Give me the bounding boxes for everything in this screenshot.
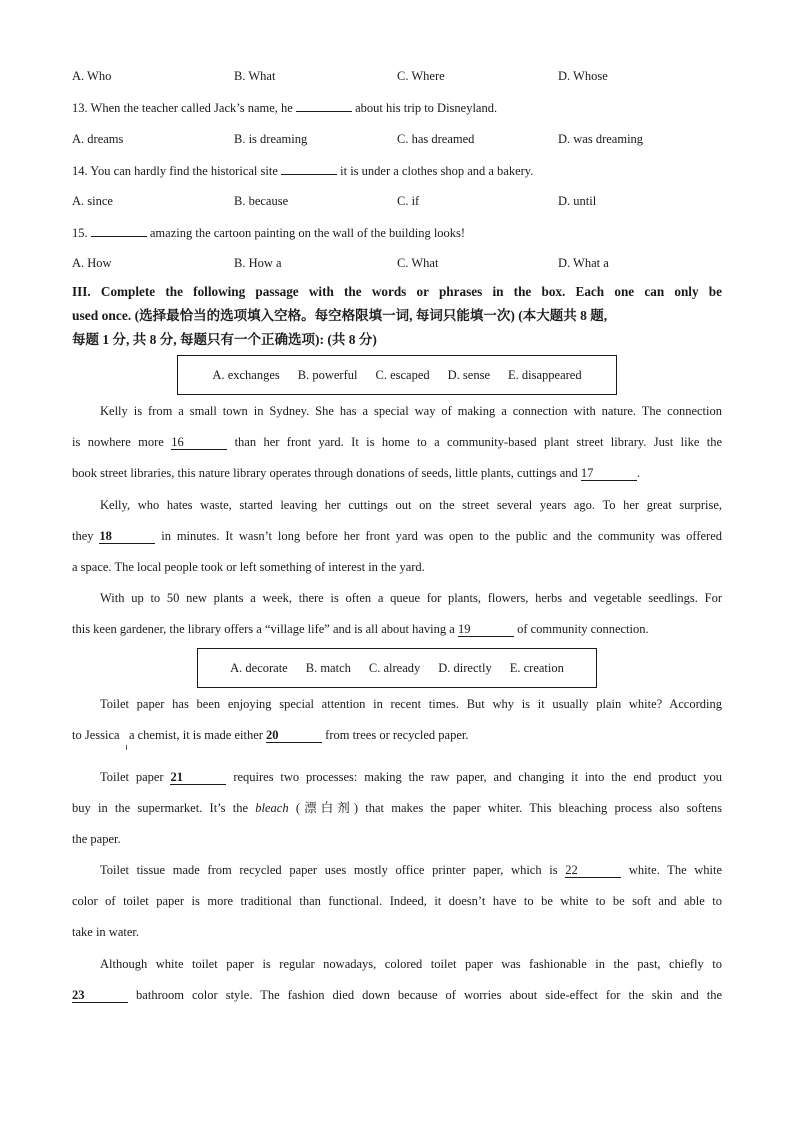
p6-line-3: take in water. <box>72 925 139 939</box>
p2-line-2-start: they <box>72 529 94 543</box>
p6-line-1 <box>72 855 722 886</box>
q15-blank[interactable] <box>91 224 147 237</box>
box1-option-e[interactable]: E. disappeared <box>508 367 582 382</box>
box2-option-d[interactable]: D. directly <box>438 660 492 675</box>
q12-option-a[interactable]: A. Who <box>72 69 112 83</box>
p1-line-1: Kelly is from a small town in Sydney. She has a special way of making a connection with nature. The connection <box>100 404 722 418</box>
p1-line-3-start: book street libraries, this nature library operates through donations of seeds, little plants, cuttings and <box>72 466 578 480</box>
blank-20[interactable]: 20 <box>266 728 322 743</box>
p7-line-1: Although white toilet paper is regular nowadays, colored toilet paper was fashionable in the past, chiefly to <box>100 957 722 971</box>
q14-stem-start: 14. You can hardly find the historical site <box>72 164 278 178</box>
q15-stem <box>72 224 465 241</box>
p5-line-1 <box>72 762 722 793</box>
p5-line-2-start: buy in the supermarket. It’s the <box>72 801 249 815</box>
p3-line-2-end: of community connection. <box>517 622 649 636</box>
box2-option-e[interactable]: E. creation <box>509 660 564 675</box>
blank-16[interactable]: 16 <box>171 435 227 450</box>
passage-paragraph-4 <box>72 689 722 751</box>
section-3-heading-line-2: used once. (选择最恰当的选项填入空格。每空格限填一词, 每词只能填一次) (本大题共 8 题, <box>72 308 608 323</box>
p1-line-3 <box>72 458 722 489</box>
q13-option-c[interactable]: C. has dreamed <box>397 132 475 146</box>
p3-line-2 <box>72 614 722 645</box>
q15-option-d[interactable]: D. What a <box>558 256 609 270</box>
p5-line-1-start: Toilet paper <box>100 770 164 784</box>
p1-line-2-end: than her front yard. It is home to a community-based plant street library. Just like the <box>234 435 723 449</box>
q15-stem-end: amazing the cartoon painting on the wall of the building looks! <box>149 226 466 240</box>
box2-option-c[interactable]: C. already <box>368 660 421 675</box>
box1-option-b[interactable]: B. powerful <box>297 367 358 382</box>
p7-line-2 <box>72 980 722 1011</box>
q12-option-c[interactable]: C. Where <box>397 69 445 83</box>
blank-21[interactable]: 21 <box>170 770 226 785</box>
p4-line-1: Toilet paper has been enjoying special attention in recent times. But why is it usually plain white? According <box>100 697 722 711</box>
p2-line-2-end: in minutes. It wasn’t long before her front yard was open to the public and the community was offered <box>161 529 723 543</box>
section-3-heading-line-3: 每题 1 分, 共 8 分, 每题只有一个正确选项): (共 8 分) <box>72 332 377 347</box>
q14-blank[interactable] <box>281 162 337 175</box>
q13-blank[interactable] <box>296 99 352 112</box>
p2-line-2 <box>72 521 722 552</box>
section-3-heading <box>72 280 722 352</box>
p6-line-1-start: Toilet tissue made from recycled paper uses mostly office printer paper, which is <box>100 863 558 877</box>
passage-paragraph-2 <box>72 490 722 583</box>
box1-option-c[interactable]: C. escaped <box>375 367 430 382</box>
p3-line-2-start: this keen gardener, the library offers a “village life” and is all about having a <box>72 622 455 636</box>
q12-option-b[interactable]: B. What <box>234 69 276 83</box>
blank-18[interactable]: 18 <box>99 529 155 544</box>
passage-paragraph-5 <box>72 762 722 855</box>
p4-line-2 <box>72 720 722 751</box>
p5-line-2-end: (漂白剂) that makes the paper whiter. This bleaching process also softens <box>295 801 723 815</box>
passage-paragraph-7 <box>72 949 722 1011</box>
p2-line-1: Kelly, who hates waste, started leaving her cuttings out on the street several years ago. To her great surprise, <box>100 498 722 512</box>
q15-number: 15. <box>72 226 88 240</box>
p4-line-2-end: from trees or recycled paper. <box>325 728 469 742</box>
word-box-1 <box>177 355 617 395</box>
p7-line-2-end: bathroom color style. The fashion died down because of worries about side-effect for the skin and the <box>136 988 723 1002</box>
q15-option-c[interactable]: C. What <box>397 256 439 270</box>
blank-22[interactable]: 22 <box>565 863 621 878</box>
box1-option-d[interactable]: D. sense <box>447 367 490 382</box>
p5-line-1-end: requires two processes: making the raw paper, and changing it into the end product you <box>233 770 723 784</box>
q13-stem-start: 13. When the teacher called Jack’s name, he <box>72 101 293 115</box>
p4-line-2-start: to Jessica <box>72 728 120 742</box>
p4-line-2-middle: a chemist, it is made either <box>128 728 263 742</box>
passage-paragraph-1 <box>72 396 722 489</box>
section-3-heading-line-1: III. Complete the following passage with the words or phrases in the box. Each one can only be <box>72 284 722 299</box>
p1-line-3-end: . <box>636 466 641 480</box>
p5-italic-word: bleach <box>255 801 289 815</box>
p6-line-2: color of toilet paper is more traditional than functional. Indeed, it doesn’t have to be white to be soft and able to <box>72 894 722 908</box>
word-box-2 <box>197 648 597 688</box>
q13-stem-end: about his trip to Disneyland. <box>355 101 498 115</box>
punctuation-mark <box>126 745 127 750</box>
q14-option-c[interactable]: C. if <box>397 194 420 208</box>
q14-stem-end: it is under a clothes shop and a bakery. <box>340 164 534 178</box>
q12-option-d[interactable]: D. Whose <box>558 69 608 83</box>
q13-stem <box>72 99 497 116</box>
q14-stem <box>72 162 533 179</box>
q15-option-a[interactable]: A. How <box>72 256 112 270</box>
q14-option-a[interactable]: A. since <box>72 194 113 208</box>
passage-paragraph-6 <box>72 855 722 948</box>
blank-17[interactable]: 17 <box>581 466 637 481</box>
p5-line-3: the paper. <box>72 832 121 846</box>
q14-option-b[interactable]: B. because <box>234 194 289 208</box>
box2-option-a[interactable]: A. decorate <box>230 660 288 675</box>
p1-line-2-start: is nowhere more <box>72 435 164 449</box>
passage-paragraph-3 <box>72 583 722 645</box>
p5-line-2 <box>72 793 722 824</box>
q13-option-a[interactable]: A. dreams <box>72 132 124 146</box>
p2-line-3: a space. The local people took or left something of interest in the yard. <box>72 560 425 574</box>
q13-option-b[interactable]: B. is dreaming <box>234 132 308 146</box>
q13-option-d[interactable]: D. was dreaming <box>558 132 644 146</box>
q14-option-d[interactable]: D. until <box>558 194 597 208</box>
blank-23[interactable]: 23 <box>72 988 128 1003</box>
box2-option-b[interactable]: B. match <box>305 660 351 675</box>
blank-19[interactable]: 19 <box>458 622 514 637</box>
q15-option-b[interactable]: B. How a <box>234 256 282 270</box>
p1-line-2 <box>72 427 722 458</box>
p6-line-1-end: white. The white <box>628 863 723 877</box>
box1-option-a[interactable]: A. exchanges <box>212 367 280 382</box>
p3-line-1: With up to 50 new plants a week, there is often a queue for plants, flowers, herbs and vegetable seedlings. For <box>100 591 722 605</box>
